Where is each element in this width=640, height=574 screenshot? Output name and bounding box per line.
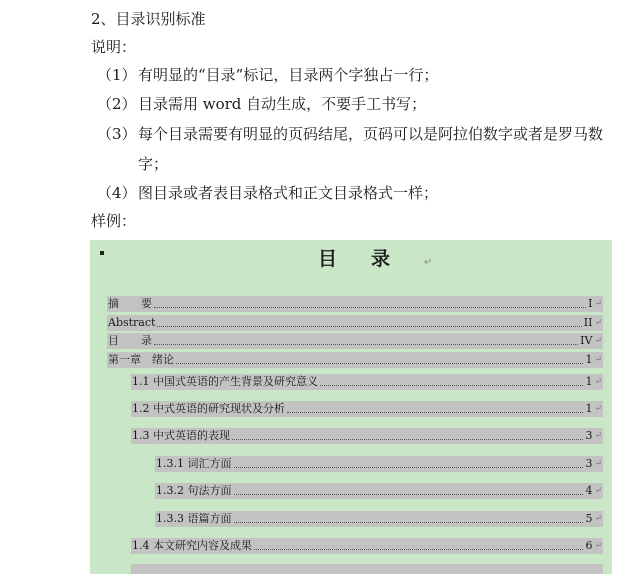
toc-entry bbox=[155, 483, 603, 499]
toc-entry-page: 5 bbox=[585, 512, 593, 525]
item-number: （4） bbox=[97, 184, 137, 202]
toc-entry-page: 1 bbox=[585, 375, 593, 388]
toc-entry-page: I bbox=[588, 297, 593, 310]
toc-entry-title: 1.1 中国式英语的产生背景及研究意义 bbox=[132, 375, 318, 388]
return-mark-icon: ↵ bbox=[594, 431, 602, 441]
toc-title-text: 目录 bbox=[318, 248, 425, 270]
return-mark-icon: ↵ bbox=[594, 336, 602, 346]
leader-dots bbox=[157, 326, 581, 327]
toc-entry-title: 1.2 中式英语的研究现状及分析 bbox=[132, 402, 285, 415]
return-mark-icon: ↵ bbox=[594, 299, 602, 309]
toc-entry-page: 3 bbox=[585, 457, 593, 470]
toc-entry-title: 摘 要 bbox=[108, 297, 152, 310]
toc-entry bbox=[131, 428, 603, 444]
toc-entry-page: 4 bbox=[585, 484, 593, 497]
toc-entry bbox=[131, 538, 603, 554]
toc-entry-page: 1 bbox=[585, 402, 593, 415]
item-text: 每个目录需要有明显的页码结尾，页码可以是阿拉伯数字或者是罗马数 bbox=[138, 125, 604, 143]
toc-entry-title: 1.3.2 句法方面 bbox=[156, 484, 232, 497]
toc-entry bbox=[107, 333, 603, 349]
toc-entry-partial bbox=[131, 564, 603, 574]
toc-entry-title: 第一章 绪论 bbox=[108, 353, 174, 366]
toc-entry-page: II bbox=[583, 316, 593, 329]
leader-dots bbox=[154, 307, 586, 308]
leader-dots bbox=[254, 549, 583, 550]
item-number: （1） bbox=[97, 66, 137, 84]
toc-entry-title: 1.4 本文研究内容及成果 bbox=[132, 539, 252, 552]
return-mark-icon: ↵ bbox=[594, 318, 602, 328]
leader-dots bbox=[320, 385, 583, 386]
toc-entry bbox=[107, 296, 603, 312]
toc-entry-title: 目 录 bbox=[108, 334, 152, 347]
toc-title bbox=[318, 244, 432, 271]
return-mark-icon: ↵ bbox=[594, 486, 602, 496]
return-mark-icon: ↵ bbox=[424, 257, 433, 268]
return-mark-icon: ↵ bbox=[594, 459, 602, 469]
toc-entry bbox=[107, 315, 603, 331]
leader-dots bbox=[234, 522, 584, 523]
item-text-continuation: 字； bbox=[138, 155, 169, 173]
toc-entry-title: 1.3 中式英语的表现 bbox=[132, 429, 230, 442]
toc-entry bbox=[155, 456, 603, 472]
leader-dots bbox=[234, 467, 584, 468]
toc-entry-page: IV bbox=[580, 334, 593, 347]
toc-entry-page: 3 bbox=[585, 429, 593, 442]
explain-label: 说明： bbox=[91, 38, 137, 56]
leader-dots bbox=[176, 363, 583, 364]
sample-toc-panel bbox=[90, 240, 612, 574]
leader-dots bbox=[234, 494, 584, 495]
return-mark-icon: ↵ bbox=[594, 514, 602, 524]
leader-dots bbox=[154, 344, 578, 345]
return-mark-icon: ↵ bbox=[594, 541, 602, 551]
toc-entry-title: Abstract bbox=[108, 316, 156, 329]
toc-entry bbox=[107, 352, 603, 368]
bullet-mark bbox=[100, 251, 104, 255]
return-mark-icon: ↵ bbox=[594, 355, 602, 365]
toc-entry bbox=[155, 511, 603, 527]
toc-entry-title: 1.3.1 词汇方面 bbox=[156, 457, 232, 470]
toc-entry-page: 1 bbox=[585, 353, 593, 366]
return-mark-icon: ↵ bbox=[594, 404, 602, 414]
item-number: （3） bbox=[97, 125, 137, 143]
toc-entry bbox=[131, 401, 603, 417]
leader-dots bbox=[287, 412, 583, 413]
toc-entry-title: 1.3.3 语篇方面 bbox=[156, 512, 232, 525]
item-text: 目录需用 word 自动生成，不要手工书写； bbox=[138, 95, 427, 113]
leader-dots bbox=[232, 439, 583, 440]
sample-label: 样例： bbox=[91, 212, 137, 230]
toc-entry bbox=[131, 374, 603, 390]
item-number: （2） bbox=[97, 95, 137, 113]
toc-entry-page: 6 bbox=[585, 539, 593, 552]
return-mark-icon: ↵ bbox=[594, 377, 602, 387]
item-text: 有明显的“目录”标记，目录两个字独占一行； bbox=[138, 66, 439, 84]
item-text: 图目录或者表目录格式和正文目录格式一样； bbox=[138, 184, 439, 202]
section-heading: 2、目录识别标准 bbox=[91, 10, 206, 28]
